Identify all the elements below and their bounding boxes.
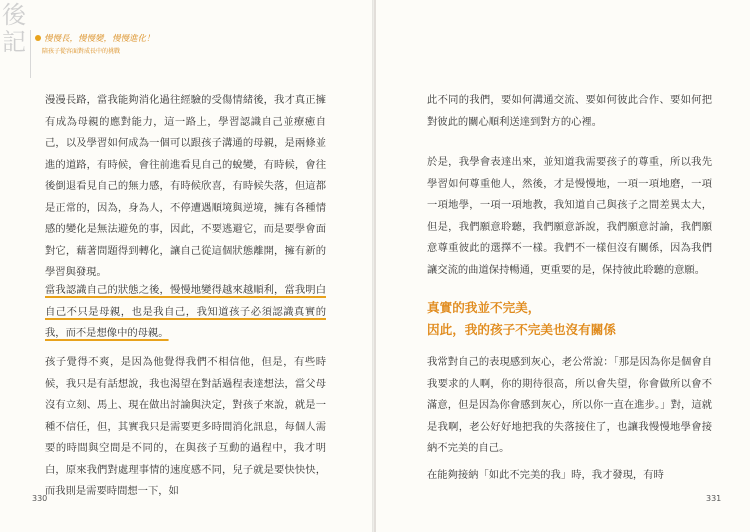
orange-dot-icon: [35, 35, 41, 41]
page-number-left: 330: [32, 494, 48, 503]
left-paragraph-3: 孩子覺得不爽，是因為他覺得我們不相信他，但是，有些時候，我只是有話想說，我也渴望在對話過程表達想法，當父母沒有立刻、馬上、現在做出討論與決定，對孩子來說，就是一種不信任，但，其實我只是需要更多時間消化訊息，每個人需要的時間與空間是不同的，在與孩子互動的過程中，我才明白，原來我們對處理事情的速度感不同，兒子就是要快快快，而我則是需要時間想一下，如: [45, 356, 326, 497]
left-page: [0, 0, 374, 532]
chapter-title: 後記: [2, 1, 27, 56]
section-heading-line-1: 真實的我並不完美，: [427, 300, 541, 315]
left-paragraph-2: 當我認識自己的狀態之後，慢慢地變得越來越順利，當我明白自己不只是母親，也是我自己，我知道孩子必須認識真實的我，而不是想像中的母親。: [45, 284, 326, 339]
right-paragraph-3: 我常對自己的表現感到灰心，老公常說：「那是因為你是個會自我要求的人啊，你的期待很高，所以會失望，你會做所以會不滿意，但是因為你會感到灰心，所以你一直在進步。」對，這就是我啊，老公好好地把我的失落接住了，也讓我慢慢地學會接納不完美的自己。: [427, 356, 712, 454]
section-heading-line-2: 因此，我的孩子不完美也沒有關係: [427, 322, 616, 337]
decorative-divider: [30, 30, 31, 78]
right-paragraph-4: 在能夠接納「如此不完美的我」時，我才發現，有時: [427, 469, 664, 481]
chapter-tagline: 慢慢長，慢慢變，慢慢進化！: [44, 34, 155, 44]
page-number-right: 331: [706, 494, 722, 503]
chapter-tagline-sub: 陪孩子從容面對成長中的挑戰: [42, 48, 121, 55]
right-paragraph-2: 於是，我學會表達出來，並知道我需要孩子的尊重，所以我先學習如何尊重他人，然後，才是慢慢地，一項一項地磨，一項一項地學，一項一項地教，我知道自己與孩子之間差異太大，但是，我們願意聆聽，我們願意訴說，我們願意討論，我們願意尊重彼此的選擇不一樣。我們不一樣但沒有關係，因為我們讓交流的曲道保持暢通，更重要的是，保持彼此聆聽的意願。: [427, 156, 712, 276]
right-paragraph-1: 此不同的我們，要如何溝通交流、要如何彼此合作、要如何把對彼此的關心順利送達到對方的心裡。: [427, 94, 712, 128]
left-paragraph-1: 漫漫長路，當我能夠消化過往經驗的受傷情緒後，我才真正擁有成為母親的應對能力，這一路上，學習認識自己並療癒自己，以及學習如何成為一個可以跟孩子溝通的母親，是兩條並進的道路，有時候，會往前進看見自己的蛻變，有時候，會往後倒退看見自己的無力感，有時候欣喜，有時候失落，但這都是正常的，因為，身為人，不停遭遇順境與逆境，擁有各種情感的變化是無法避免的事，因此，不要逃避它，而是要學會面對它，藉著問題得到轉化，讓自己從這個狀態離開，擁有新的學習與發現。: [45, 94, 326, 278]
